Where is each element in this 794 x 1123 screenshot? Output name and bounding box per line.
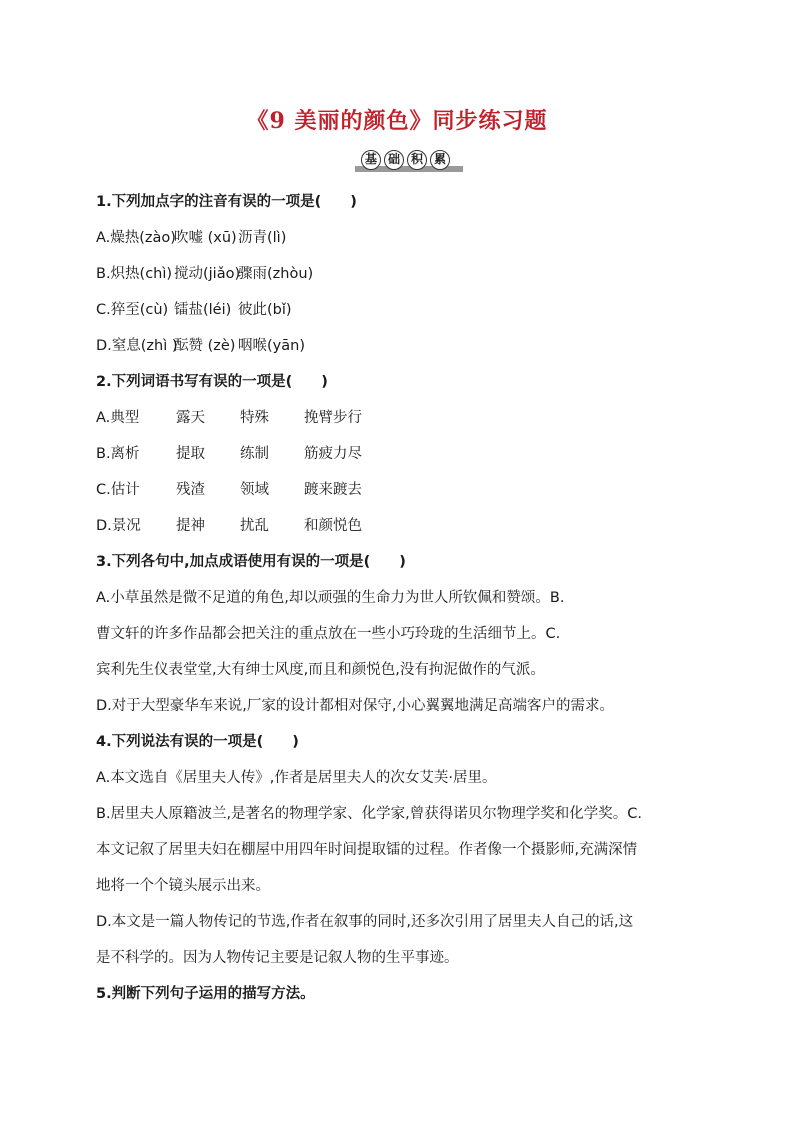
option-cell: 吹嘘 (xū) (174, 230, 237, 246)
question-3-stem: 3.下列各句中,加点成语使用有误的一项是( ) (96, 554, 406, 570)
q2-option-a (96, 400, 708, 436)
section-tag-char: 基 (361, 150, 381, 170)
q3-line: 曹文轩的许多作品都会把关注的重点放在一些小巧玲珑的生活细节上。C. (96, 626, 561, 642)
option-cell: 镭盐(léi) (174, 302, 232, 318)
section-tag-char: 累 (430, 150, 450, 170)
q4-line: 是不科学的。因为人物传记主要是记叙人物的生平事迹。 (96, 950, 459, 966)
option-cell: 彼此(bǐ) (238, 302, 292, 318)
q4-line: B.居里夫人原籍波兰,是著名的物理学家、化学家,曾获得诺贝尔物理学奖和化学奖。C. (96, 806, 643, 822)
option-cell: C.猝至(cù) (96, 302, 169, 318)
option-cell: 残渣 (176, 482, 205, 498)
exercise-content (96, 184, 708, 1012)
q3-line: 宾利先生仪表堂堂,大有绅士风度,而且和颜悦色,没有拘泥做作的气派。 (96, 662, 545, 678)
option-cell: 搅动(jiǎo) (174, 266, 241, 282)
option-cell: 露天 (176, 410, 205, 426)
question-2-stem: 2.下列词语书写有误的一项是( ) (96, 374, 328, 390)
option-cell: A.典型 (96, 410, 140, 426)
question-5-stem: 5.判断下列句子运用的描写方法。 (96, 986, 315, 1002)
section-tag-char: 础 (384, 150, 404, 170)
option-cell: D.窒息(zhì ) (96, 338, 178, 354)
option-cell: 扰乱 (240, 518, 269, 534)
option-cell: 沥青(lì) (238, 230, 287, 246)
option-cell: 挽臂步行 (304, 410, 362, 426)
section-tag-char: 积 (407, 150, 427, 170)
q4-line: A.本文选自《居里夫人传》,作者是居里夫人的次女艾芙·居里。 (96, 770, 497, 786)
section-tag (355, 150, 463, 172)
option-cell: 踱来踱去 (304, 482, 362, 498)
q1-option-b (96, 256, 708, 292)
q2-option-d (96, 508, 708, 544)
q4-line: 本文记叙了居里夫妇在棚屋中用四年时间提取镭的过程。作者像一个摄影师,充满深情 (96, 842, 638, 858)
option-cell: 领域 (240, 482, 269, 498)
option-cell: B.离析 (96, 446, 140, 462)
option-cell: 骤雨(zhòu) (238, 266, 314, 282)
option-cell: 提神 (176, 518, 205, 534)
q1-option-c (96, 292, 708, 328)
question-1-stem: 1.下列加点字的注音有误的一项是( ) (96, 194, 357, 210)
option-cell: 咽喉(yān) (238, 338, 305, 354)
q2-option-c (96, 472, 708, 508)
option-cell: 酝赞 (zè) (174, 338, 236, 354)
q3-line: D.对于大型豪华车来说,厂家的设计都相对保守,小心翼翼地满足高端客户的需求。 (96, 698, 614, 714)
option-cell: D.景况 (96, 518, 141, 534)
q4-line: D.本文是一篇人物传记的节选,作者在叙事的同时,还多次引用了居里夫人自己的话,这 (96, 914, 634, 930)
q2-option-b (96, 436, 708, 472)
option-cell: 和颜悦色 (304, 518, 362, 534)
option-cell: C.估计 (96, 482, 140, 498)
q4-line: 地将一个个镜头展示出来。 (96, 878, 270, 894)
option-cell: 特殊 (240, 410, 269, 426)
question-4-stem: 4.下列说法有误的一项是( ) (96, 734, 299, 750)
q1-option-d (96, 328, 708, 364)
q3-line: A.小草虽然是微不足道的角色,却以顽强的生命力为世人所钦佩和赞颂。B. (96, 590, 565, 606)
q1-option-a (96, 220, 708, 256)
option-cell: 筋疲力尽 (304, 446, 362, 462)
page-title: 《9 美丽的颜色》同步练习题 (246, 108, 548, 134)
option-cell: 提取 (176, 446, 205, 462)
option-cell: 练制 (240, 446, 269, 462)
option-cell: B.炽热(chì) (96, 266, 173, 282)
option-cell: A.燥热(zào) (96, 230, 176, 246)
